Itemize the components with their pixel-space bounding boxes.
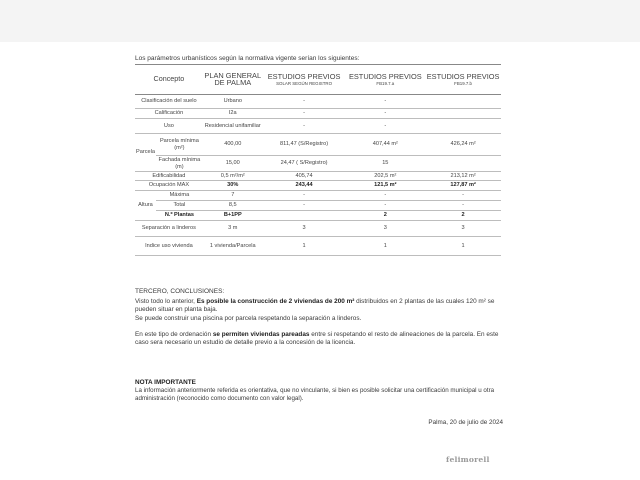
- header-ep3-main: ESTUDIOS PREVIOS: [426, 72, 500, 82]
- table-row: [135, 119, 501, 134]
- row-label: Clasificación del suelo: [135, 95, 203, 109]
- nota-title: NOTA IMPORTANTE: [135, 379, 196, 386]
- row-sublabel: Parcela mínima (m²): [156, 134, 203, 156]
- cell-ep1: 3: [263, 221, 346, 237]
- parameters-table: [135, 64, 501, 256]
- header-ep2-main: ESTUDIOS PREVIOS: [348, 72, 422, 82]
- table-row: [135, 221, 501, 237]
- cell-plan: 7: [203, 191, 263, 201]
- table-row: [135, 95, 501, 109]
- cell-ep1: [263, 211, 346, 221]
- cell-ep3: 2: [425, 211, 501, 221]
- cell-ep2: -: [345, 201, 425, 211]
- cell-ep3: -: [425, 191, 501, 201]
- cell-ep1: -: [263, 109, 346, 119]
- cell-ep2: 407,44 m²: [345, 134, 425, 156]
- cell-ep1: 405,74: [263, 172, 346, 181]
- table-row: [135, 172, 501, 181]
- table-row: [135, 109, 501, 119]
- cell-plan: 400,00: [203, 134, 263, 156]
- intro-text: Los parámetros urbanísticos según la normativa vigente serían los siguientes:: [135, 55, 360, 62]
- header-plan-general: PLAN GENERAL DE PALMA: [203, 65, 263, 95]
- row-label: Edificabilidad: [135, 172, 203, 181]
- cell-ep3: [425, 119, 501, 134]
- header-ep3-sub: FB19.7.b: [454, 80, 472, 86]
- header-estudios-previos-1: [263, 65, 346, 95]
- cell-ep1: -: [263, 191, 346, 201]
- cell-ep3: 127,87 m²: [425, 181, 501, 191]
- cell-ep1: 243,44: [263, 181, 346, 191]
- cell-ep2: 15: [345, 156, 425, 172]
- row-sublabel: Total: [156, 201, 203, 211]
- cell-plan: 0,5 m²/m²: [203, 172, 263, 181]
- p3-text-bold: se permiten viviendas pareadas: [212, 331, 310, 338]
- table-row: [135, 191, 501, 201]
- header-estudios-previos-3: [425, 65, 501, 95]
- conclusiones-paragraph-2: Se puede construir una piscina por parcela respetando la separación a linderos.: [135, 315, 362, 322]
- cell-ep2: 202,5 m²: [345, 172, 425, 181]
- p1-text-a: Visto todo lo anterior,: [135, 298, 197, 305]
- cell-ep2: 121,5 m²: [345, 181, 425, 191]
- cell-ep2: -: [345, 191, 425, 201]
- p3-text-a: En este tipo de ordenación: [135, 331, 213, 338]
- row-sublabel: Máxima: [156, 191, 203, 201]
- header-concepto: Concepto: [135, 65, 203, 95]
- p1-text-c: distribuidos en 2 plantas de las cuales 120 m² se pueden situar en planta baja.: [135, 298, 495, 314]
- conclusiones-paragraph-3: [135, 331, 505, 348]
- row-group-parcela: Parcela: [135, 134, 156, 172]
- cell-plan: I2a: [203, 109, 263, 119]
- row-label: Ocupación MAX: [135, 181, 203, 191]
- cell-ep3: [425, 109, 501, 119]
- table-row: [135, 211, 501, 221]
- cell-plan: Urbano: [203, 95, 263, 109]
- row-label: Separación a linderos: [135, 221, 203, 237]
- nota-text: La información anteriormente referida es orientativa, que no vinculante, si bien es posible solicitar una certificación municipal u otra administración (reconocido como documento con valor legal).: [135, 387, 495, 403]
- p1-text-bold: Es posible la construcción de 2 viviendas de 200 m²: [196, 298, 355, 305]
- conclusiones-paragraph-1: [135, 298, 505, 315]
- cell-ep2: 1: [345, 237, 425, 256]
- top-header-band: [0, 0, 640, 42]
- header-estudios-previos-2: [345, 65, 425, 95]
- table-row: [135, 237, 501, 256]
- cell-ep3: [425, 156, 501, 172]
- cell-ep3: 213,12 m²: [425, 172, 501, 181]
- cell-plan: 30%: [203, 181, 263, 191]
- cell-plan: 8,5: [203, 201, 263, 211]
- cell-ep1: 1: [263, 237, 346, 256]
- table-header-row: [135, 65, 501, 95]
- cell-ep1: -: [263, 201, 346, 211]
- cell-ep3: [425, 95, 501, 109]
- table-row: [135, 201, 501, 211]
- company-logo: felimorell: [446, 455, 490, 464]
- row-group-altura: Altura: [135, 191, 156, 221]
- p3-text-c: entre si respetando el resto de alineaciones de la parcela. En este caso sera necesario un estudio de detalle previo a la concesión de la licencia.: [135, 331, 499, 347]
- cell-ep3: 1: [425, 237, 501, 256]
- cell-ep1: -: [263, 95, 346, 109]
- document-date: Palma, 20 de julio de 2024: [428, 419, 503, 426]
- cell-ep2: 3: [345, 221, 425, 237]
- cell-plan: 1 vivienda/Parcela: [203, 237, 263, 256]
- cell-plan: B+1PP: [203, 211, 263, 221]
- row-label: Calificación: [135, 109, 203, 119]
- cell-ep3: 3: [425, 221, 501, 237]
- cell-ep1: 811,47 (S/Registro): [263, 134, 346, 156]
- cell-ep1: -: [263, 119, 346, 134]
- cell-ep2: -: [345, 109, 425, 119]
- row-sublabel: N.º Plantas: [156, 211, 203, 221]
- row-label: Indice uso vivienda: [135, 237, 203, 256]
- table-row: [135, 134, 501, 156]
- table-row: [135, 156, 501, 172]
- conclusiones-title: TERCERO, CONCLUSIONES:: [135, 288, 225, 295]
- cell-plan: Residencial unifamiliar: [203, 119, 263, 134]
- row-label: Uso: [135, 119, 203, 134]
- cell-ep3: 426,24 m²: [425, 134, 501, 156]
- cell-ep2: 2: [345, 211, 425, 221]
- header-ep2-sub: FB19.7.a: [376, 80, 395, 86]
- row-sublabel: Fachada mínima (m): [156, 156, 203, 172]
- cell-ep2: -: [345, 95, 425, 109]
- header-ep1-sub: SOLAR SEGÚN REGISTRO: [276, 80, 332, 86]
- cell-ep2: -: [345, 119, 425, 134]
- cell-ep3: -: [425, 201, 501, 211]
- cell-plan: 3 m: [203, 221, 263, 237]
- cell-plan: 15,00: [203, 156, 263, 172]
- cell-ep1: 24,47 ( S/Registro): [263, 156, 346, 172]
- table-row: [135, 181, 501, 191]
- header-ep1-main: ESTUDIOS PREVIOS: [267, 72, 341, 82]
